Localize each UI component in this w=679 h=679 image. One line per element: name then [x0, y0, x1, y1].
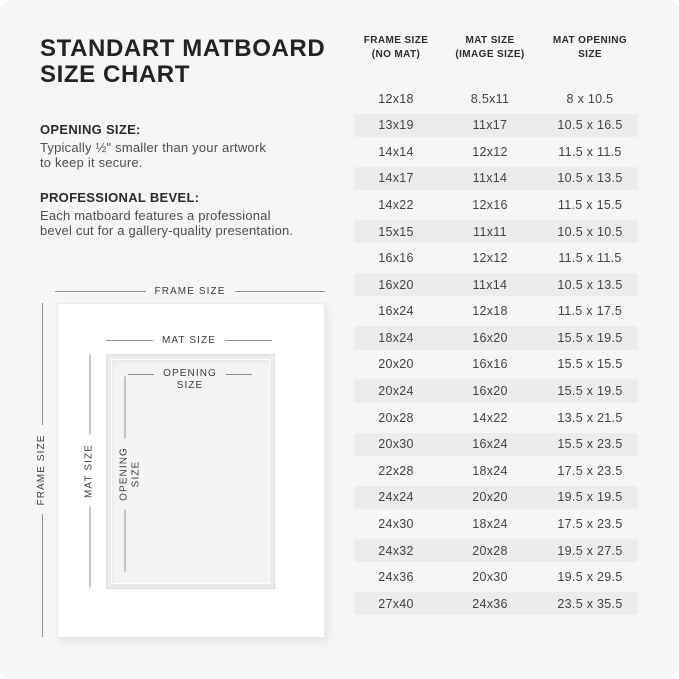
annotation-line — [89, 355, 90, 436]
table-cell-opening: 11.5 x 15.5 — [557, 198, 623, 212]
opening-size-label-vertical: OPENING SIZE — [118, 447, 142, 501]
table-cell-opening: 17.5 x 23.5 — [557, 463, 623, 478]
table-row — [354, 220, 638, 243]
table-row — [354, 379, 638, 402]
table-cell-frame: 12x18 — [378, 91, 414, 106]
table-cell-mat: 16x24 — [472, 437, 508, 452]
professional-bevel-text-line2: bevel cut for a gallery-quality presentation. — [40, 223, 294, 238]
table-cell-mat: 11x14 — [472, 171, 508, 186]
table-cell-opening: 15.5 x 23.5 — [557, 437, 623, 452]
table-row — [354, 114, 638, 137]
opening-size-vertical-annotation — [119, 377, 145, 572]
table-cell-frame: 20x24 — [378, 384, 414, 399]
size-table-header — [354, 34, 638, 62]
table-row — [354, 433, 638, 456]
annotation-line — [226, 374, 252, 375]
mat-size-label: MAT SIZE — [162, 334, 216, 346]
annotation-line — [42, 515, 43, 638]
page-title-line2: SIZE CHART — [40, 61, 190, 88]
table-cell-opening: 15.5 x 19.5 — [557, 384, 623, 399]
table-cell-frame: 16x16 — [378, 251, 414, 266]
table-cell-frame: 20x30 — [378, 437, 414, 452]
opening-size-text-line2: to keep it secure. — [40, 155, 143, 170]
table-cell-opening: 19.5 x 27.5 — [557, 543, 623, 558]
frame-size-horizontal-annotation — [55, 285, 325, 298]
table-cell-opening: 8 x 10.5 — [566, 91, 614, 106]
table-cell-opening: 10.5 x 13.5 — [557, 171, 623, 186]
table-cell-frame: 24x36 — [378, 570, 414, 585]
table-cell-opening: 19.5 x 19.5 — [557, 490, 623, 505]
table-cell-opening: 19.5 x 29.5 — [557, 570, 623, 585]
table-cell-frame: 18x24 — [378, 330, 414, 345]
mat-size-vertical-annotation — [83, 355, 97, 588]
table-cell-frame: 24x24 — [378, 490, 414, 505]
table-cell-frame: 27x40 — [378, 596, 414, 611]
opening-size-horizontal-annotation — [128, 368, 252, 394]
annotation-line — [42, 303, 43, 426]
table-row — [354, 193, 638, 216]
table-cell-frame: 24x30 — [378, 516, 414, 531]
table-cell-frame: 15x15 — [378, 224, 414, 239]
header-frame-size: FRAME SIZE (NO MAT) — [363, 35, 429, 60]
table-cell-mat: 12x12 — [472, 251, 508, 266]
table-row — [354, 273, 638, 296]
table-cell-mat: 18x24 — [472, 516, 508, 531]
table-row — [354, 140, 638, 163]
opening-size-heading: OPENING SIZE: — [40, 122, 141, 137]
table-cell-frame: 16x24 — [378, 304, 414, 319]
professional-bevel-section — [40, 190, 340, 238]
table-cell-mat: 12x18 — [472, 304, 508, 319]
frame-size-vertical-annotation — [35, 303, 49, 637]
table-row — [354, 406, 638, 429]
table-row — [354, 87, 638, 110]
table-cell-frame: 20x20 — [378, 357, 414, 372]
table-row — [354, 300, 638, 323]
table-cell-mat: 12x16 — [472, 198, 508, 212]
table-cell-mat: 8.5x11 — [470, 91, 510, 106]
table-cell-frame: 16x20 — [378, 277, 414, 292]
table-cell-mat: 16x20 — [472, 330, 508, 345]
annotation-line — [128, 374, 154, 375]
annotation-line — [125, 510, 126, 572]
table-row — [354, 539, 638, 562]
table-cell-opening: 15.5 x 15.5 — [557, 357, 623, 372]
mat-size-label-vertical: MAT SIZE — [83, 444, 95, 498]
table-row — [354, 512, 638, 535]
table-cell-opening: 15.5 x 19.5 — [557, 330, 623, 345]
table-row — [354, 592, 638, 615]
table-row — [354, 486, 638, 509]
professional-bevel-heading: PROFESSIONAL BEVEL: — [40, 190, 200, 205]
table-cell-opening: 11.5 x 11.5 — [558, 144, 622, 159]
table-cell-opening: 23.5 x 35.5 — [557, 596, 623, 611]
page-title — [40, 36, 325, 88]
table-cell-mat: 18x24 — [472, 463, 508, 478]
opening-size-text-line1: Typically ½" smaller than your artwork — [40, 140, 267, 155]
size-table-rows — [354, 87, 638, 619]
table-cell-opening: 10.5 x 10.5 — [557, 224, 623, 239]
table-cell-mat: 16x20 — [472, 384, 508, 399]
table-cell-frame: 24x32 — [378, 543, 414, 558]
table-row — [354, 167, 638, 190]
table-cell-frame: 14x22 — [378, 198, 414, 212]
annotation-line — [225, 340, 272, 341]
table-row — [354, 326, 638, 349]
table-cell-mat: 16x16 — [472, 357, 508, 372]
table-cell-frame: 14x17 — [378, 171, 414, 186]
table-cell-mat: 11x14 — [472, 277, 508, 292]
table-row — [354, 246, 638, 269]
header-mat-opening-size: MAT OPENING SIZE — [552, 35, 628, 60]
table-cell-mat: 24x36 — [472, 596, 508, 611]
opening-size-section — [40, 122, 340, 170]
header-mat-size: MAT SIZE (IMAGE SIZE) — [455, 35, 525, 60]
table-cell-opening: 17.5 x 23.5 — [557, 516, 623, 531]
table-cell-mat: 20x20 — [472, 490, 508, 505]
table-cell-mat: 11x17 — [472, 118, 508, 133]
table-cell-opening: 11.5 x 11.5 — [558, 251, 622, 266]
opening-size-label: OPENING SIZE — [163, 368, 217, 391]
table-cell-frame: 22x28 — [378, 463, 414, 478]
table-row — [354, 459, 638, 482]
page-title-line1: STANDART MATBOARD — [40, 35, 326, 62]
frame-size-label: FRAME SIZE — [154, 285, 226, 297]
annotation-line — [106, 340, 153, 341]
frame-size-label-vertical: FRAME SIZE — [36, 434, 47, 506]
table-cell-opening: 11.5 x 17.5 — [557, 304, 623, 319]
table-cell-frame: 13x19 — [378, 118, 414, 133]
table-cell-mat: 20x30 — [472, 570, 508, 585]
annotation-line — [89, 507, 90, 588]
table-cell-opening: 10.5 x 16.5 — [557, 118, 623, 133]
table-row — [354, 353, 638, 376]
table-cell-opening: 10.5 x 13.5 — [557, 277, 623, 292]
annotation-line — [125, 376, 126, 438]
annotation-line — [235, 291, 326, 292]
table-cell-mat: 11x11 — [473, 224, 507, 239]
table-cell-mat: 12x12 — [472, 144, 508, 159]
mat-size-horizontal-annotation — [106, 334, 272, 347]
table-cell-mat: 14x22 — [472, 410, 508, 425]
table-cell-frame: 20x28 — [378, 410, 414, 425]
annotation-line — [55, 291, 146, 292]
table-cell-opening: 13.5 x 21.5 — [557, 410, 623, 425]
professional-bevel-text-line1: Each matboard features a professional — [40, 208, 271, 223]
table-cell-mat: 20x28 — [472, 543, 508, 558]
table-cell-frame: 14x14 — [378, 144, 414, 159]
table-row — [354, 565, 638, 588]
